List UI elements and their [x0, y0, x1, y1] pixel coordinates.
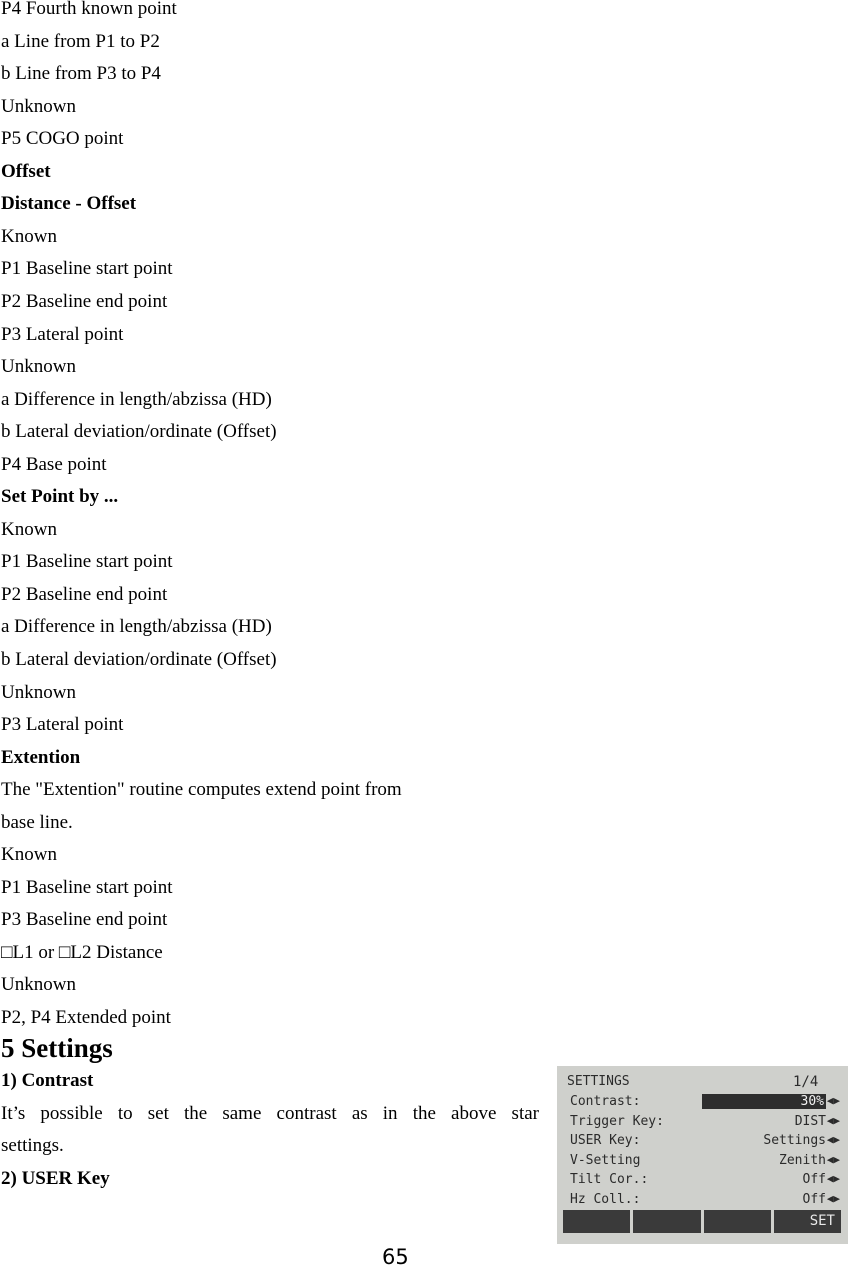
left-right-arrows-icon: ◀▶ [826, 1094, 840, 1107]
subsection-heading: Offset [1, 161, 51, 182]
lcd-softkey [633, 1210, 700, 1233]
text-line: P3 Baseline end point [1, 909, 168, 930]
text-line: Known [1, 519, 57, 540]
text-line: Known [1, 226, 57, 247]
text-line: Unknown [1, 96, 76, 117]
lcd-setting-value: DIST [794, 1113, 826, 1129]
lcd-softkey-set: SET [774, 1210, 841, 1233]
text-line: base line. [1, 812, 73, 833]
contrast-heading: 1) Contrast [1, 1070, 94, 1091]
lcd-softkey [563, 1210, 630, 1233]
settings-screen-photo [557, 1066, 848, 1244]
text-line: b Line from P3 to P4 [1, 63, 161, 84]
lcd-setting-label: V-Setting [570, 1152, 641, 1168]
contrast-body-line-1: It’s possible to set the same contrast as in the above star [1, 1103, 539, 1124]
text-line: P2 Baseline end point [1, 291, 168, 312]
text-line: P4 Fourth known point [1, 0, 177, 19]
left-right-arrows-icon: ◀▶ [826, 1172, 840, 1185]
text-line: P3 Lateral point [1, 714, 124, 735]
text-line: P1 Baseline start point [1, 258, 173, 279]
lcd-softkey-bar [563, 1210, 841, 1233]
left-right-arrows-icon: ◀▶ [826, 1133, 840, 1146]
left-right-arrows-icon: ◀▶ [826, 1113, 840, 1127]
text-line: P2 Baseline end point [1, 584, 168, 605]
left-right-arrows-icon: ◀▶ [826, 1152, 840, 1166]
lcd-setting-label: USER Key: [570, 1133, 641, 1148]
text-line: P3 Lateral point [1, 324, 124, 345]
section-heading: 5 Settings [1, 1033, 113, 1063]
lcd-setting-row [570, 1113, 840, 1132]
lcd-setting-value: Settings [763, 1133, 826, 1148]
lcd-setting-row [570, 1152, 840, 1171]
text-line: b Lateral deviation/ordinate (Offset) [1, 649, 277, 670]
lcd-setting-value: Off [802, 1172, 826, 1187]
text-line: □L1 or □L2 Distance [1, 942, 163, 963]
lcd-softkey [704, 1210, 771, 1233]
lcd-title: SETTINGS [567, 1074, 630, 1089]
left-right-arrows-icon: ◀▶ [826, 1191, 840, 1205]
text-line: a Difference in length/abzissa (HD) [1, 389, 272, 410]
text-line: Unknown [1, 682, 76, 703]
subsection-heading: Distance - Offset [1, 193, 137, 214]
text-line: P2, P4 Extended point [1, 1007, 171, 1028]
lcd-setting-label: Tilt Cor.: [570, 1172, 649, 1187]
text-line: P4 Base point [1, 454, 107, 475]
lcd-setting-row [570, 1191, 840, 1210]
lcd-setting-label: Hz Coll.: [570, 1191, 641, 1207]
text-line: b Lateral deviation/ordinate (Offset) [1, 421, 277, 442]
text-line: P1 Baseline start point [1, 551, 173, 572]
lcd-setting-value: 30% [702, 1094, 826, 1109]
text-line: Known [1, 844, 57, 865]
text-line: Unknown [1, 356, 76, 377]
lcd-setting-row [570, 1094, 840, 1112]
text-line: Unknown [1, 974, 76, 995]
lcd-setting-label: Trigger Key: [570, 1113, 664, 1129]
text-line: P1 Baseline start point [1, 877, 173, 898]
subsection-heading: Extention [1, 747, 81, 768]
text-line: a Line from P1 to P2 [1, 31, 160, 52]
lcd-setting-label: Contrast: [570, 1094, 641, 1109]
contrast-body-line-2: settings. [1, 1135, 64, 1156]
text-line: a Difference in length/abzissa (HD) [1, 616, 272, 637]
lcd-setting-row [570, 1133, 840, 1151]
subsection-heading: Set Point by ... [1, 486, 119, 507]
lcd-setting-value: Off [802, 1191, 826, 1207]
lcd-page-indicator: 1/4 [793, 1074, 819, 1090]
text-line: The "Extention" routine computes extend point from [1, 779, 402, 800]
page-number: 65 [382, 1245, 409, 1269]
lcd-setting-row [570, 1172, 840, 1190]
lcd-setting-value: Zenith [779, 1152, 826, 1168]
user-key-heading: 2) USER Key [1, 1168, 110, 1189]
text-line: P5 COGO point [1, 128, 124, 149]
